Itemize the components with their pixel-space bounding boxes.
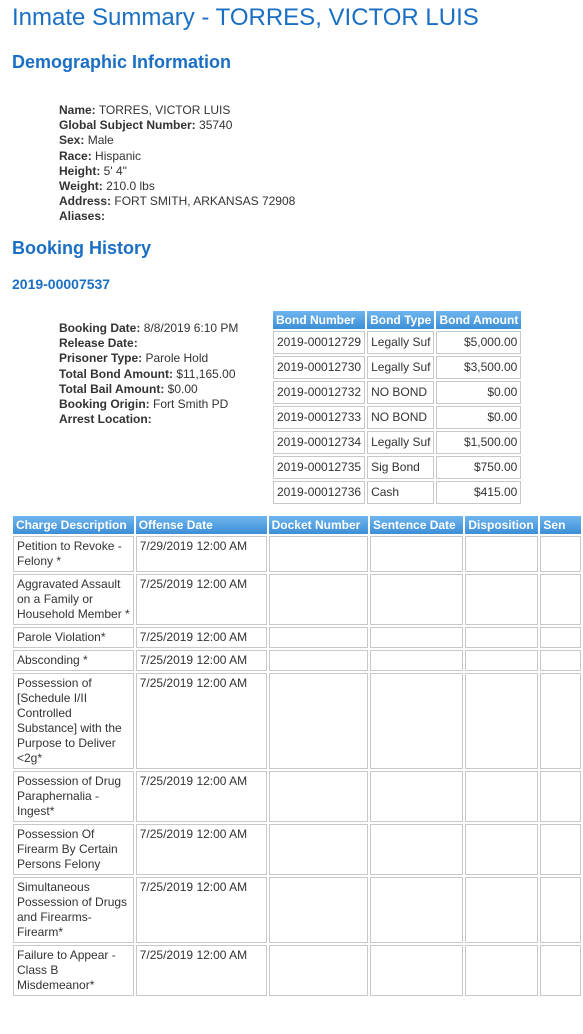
offense-date: 7/25/2019 12:00 AM — [136, 824, 267, 875]
sentence-header: Sen — [540, 516, 581, 534]
offense-date: 7/25/2019 12:00 AM — [136, 627, 267, 648]
charge-description: Failure to Appear - Class B Misdemeanor* — [13, 945, 134, 996]
disposition — [465, 771, 538, 822]
sentence-date — [370, 650, 463, 671]
bond-type: NO BOND — [367, 381, 434, 404]
demographic-heading: Demographic Information — [12, 52, 232, 72]
bond-row — [273, 406, 521, 429]
bond-table — [271, 309, 523, 506]
bond-row — [273, 381, 521, 404]
offense-date: 7/25/2019 12:00 AM — [136, 574, 267, 625]
sentence — [540, 945, 581, 996]
bond-amount: $1,500.00 — [436, 431, 521, 454]
docket-number — [269, 574, 368, 625]
charge-row — [13, 627, 581, 648]
bond-number-header: Bond Number — [273, 311, 365, 329]
sentence-date-header: Sentence Date — [370, 516, 463, 534]
booking-history-heading: Booking History — [12, 238, 152, 258]
booking-row-release-date: Release Date: — [59, 336, 138, 351]
charge-row — [13, 574, 581, 625]
booking-info — [59, 321, 238, 427]
demographic-row-sex: Sex: Male — [59, 133, 114, 148]
bond-row — [273, 331, 521, 354]
charge-header-row — [13, 516, 581, 534]
booking-number: 2019-00007537 — [12, 276, 111, 292]
charge-description: Simultaneous Possession of Drugs and Firearms-Firearm* — [13, 877, 134, 943]
disposition — [465, 673, 538, 769]
disposition — [465, 536, 538, 572]
bond-row — [273, 431, 521, 454]
charge-description: Possession of Drug Paraphernalia - Ingest* — [13, 771, 134, 822]
disposition — [465, 824, 538, 875]
charge-row — [13, 650, 581, 671]
demographic-info — [59, 103, 295, 225]
demographic-row-name: Name: TORRES, VICTOR LUIS — [59, 103, 231, 117]
bond-type: Legally Suf — [367, 431, 434, 454]
bond-type: NO BOND — [367, 406, 434, 429]
demographic-row-height: Height: 5' 4" — [59, 163, 127, 178]
disposition — [465, 945, 538, 996]
bond-number: 2019-00012729 — [273, 331, 365, 354]
demographic-row-subject-number: Global Subject Number: 35740 — [59, 118, 233, 133]
demographic-row-weight: Weight: 210.0 lbs — [59, 179, 155, 194]
demographic-row-aliases: Aliases: — [59, 209, 106, 224]
bond-number: 2019-00012730 — [273, 356, 365, 379]
bond-type: Legally Suf — [367, 356, 434, 379]
charge-row — [13, 824, 581, 875]
bond-type: Cash — [367, 481, 434, 504]
sentence — [540, 877, 581, 943]
charge-description: Petition to Revoke - Felony * — [13, 536, 134, 572]
sentence — [540, 771, 581, 822]
sentence-date — [370, 536, 463, 572]
charge-description: Aggravated Assault on a Family or Household Member * — [13, 574, 134, 625]
offense-date: 7/25/2019 12:00 AM — [136, 673, 267, 769]
charge-description: Parole Violation* — [13, 627, 134, 648]
docket-number — [269, 627, 368, 648]
page-title: Inmate Summary - TORRES, VICTOR LUIS — [12, 4, 479, 31]
bond-type: Legally Suf — [367, 331, 434, 354]
bond-amount: $415.00 — [436, 481, 521, 504]
disposition — [465, 627, 538, 648]
charge-description: Possession Of Firearm By Certain Persons Felony — [13, 824, 134, 875]
charge-row — [13, 877, 581, 943]
bond-number: 2019-00012733 — [273, 406, 365, 429]
bond-number: 2019-00012734 — [273, 431, 365, 454]
charge-row — [13, 945, 581, 996]
demographic-row-race: Race: Hispanic — [59, 148, 142, 163]
bond-number: 2019-00012735 — [273, 456, 365, 479]
offense-date: 7/25/2019 12:00 AM — [136, 771, 267, 822]
charge-description: Absconding * — [13, 650, 134, 671]
docket-number — [269, 824, 368, 875]
charge-row — [13, 673, 581, 769]
bond-number: 2019-00012732 — [273, 381, 365, 404]
sentence — [540, 536, 581, 572]
booking-row-origin: Booking Origin: Fort Smith PD — [59, 397, 229, 412]
docket-number — [269, 650, 368, 671]
bond-row — [273, 356, 521, 379]
charge-description-header: Charge Description — [13, 516, 134, 534]
bond-header-row — [273, 311, 521, 329]
disposition — [465, 650, 538, 671]
offense-date: 7/25/2019 12:00 AM — [136, 877, 267, 943]
charge-table-container[interactable] — [11, 514, 566, 998]
booking-row-prisoner-type: Prisoner Type: Parole Hold — [59, 351, 209, 366]
docket-number — [269, 771, 368, 822]
bond-amount: $750.00 — [436, 456, 521, 479]
disposition — [465, 877, 538, 943]
docket-number — [269, 945, 368, 996]
bond-number: 2019-00012736 — [273, 481, 365, 504]
sentence-date — [370, 574, 463, 625]
sentence-date — [370, 673, 463, 769]
docket-number — [269, 877, 368, 943]
sentence — [540, 824, 581, 875]
disposition — [465, 574, 538, 625]
booking-row-total-bail: Total Bail Amount: $0.00 — [59, 381, 198, 396]
sentence-date — [370, 945, 463, 996]
bond-amount-header: Bond Amount — [436, 311, 521, 329]
disposition-header: Disposition — [465, 516, 538, 534]
offense-date-header: Offense Date — [136, 516, 267, 534]
sentence-date — [370, 824, 463, 875]
sentence-date — [370, 771, 463, 822]
bond-amount: $5,000.00 — [436, 331, 521, 354]
offense-date: 7/25/2019 12:00 AM — [136, 945, 267, 996]
bond-row — [273, 481, 521, 504]
charge-table — [11, 514, 583, 998]
bond-amount: $0.00 — [436, 406, 521, 429]
sentence — [540, 627, 581, 648]
sentence — [540, 650, 581, 671]
charge-description: Possession of [Schedule I/II Controlled Substance] with the Purpose to Deliver <2g* — [13, 673, 134, 769]
sentence-date — [370, 627, 463, 648]
booking-row-arrest-location: Arrest Location: — [59, 412, 152, 427]
demographic-row-address: Address: FORT SMITH, ARKANSAS 72908 — [59, 194, 296, 209]
bond-type-header: Bond Type — [367, 311, 434, 329]
bond-type: Sig Bond — [367, 456, 434, 479]
booking-row-date: Booking Date: 8/8/2019 6:10 PM — [59, 321, 239, 335]
sentence — [540, 673, 581, 769]
offense-date: 7/25/2019 12:00 AM — [136, 650, 267, 671]
offense-date: 7/29/2019 12:00 AM — [136, 536, 267, 572]
docket-number — [269, 673, 368, 769]
docket-number — [269, 536, 368, 572]
bond-amount: $0.00 — [436, 381, 521, 404]
charge-row — [13, 536, 581, 572]
sentence — [540, 574, 581, 625]
docket-number-header: Docket Number — [269, 516, 368, 534]
booking-row-total-bond: Total Bond Amount: $11,165.00 — [59, 366, 236, 381]
bond-row — [273, 456, 521, 479]
sentence-date — [370, 877, 463, 943]
charge-row — [13, 771, 581, 822]
bond-amount: $3,500.00 — [436, 356, 521, 379]
